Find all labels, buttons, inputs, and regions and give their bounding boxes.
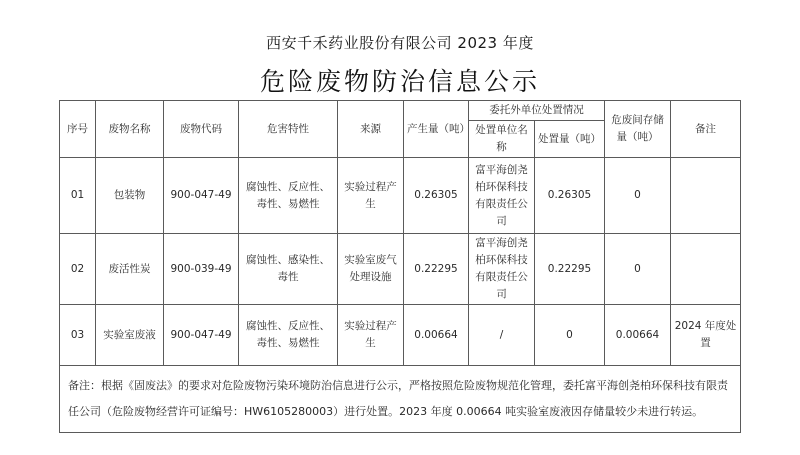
header-seq: 序号: [60, 101, 96, 158]
cell-disposal-unit: /: [469, 305, 535, 366]
cell-storage: 0: [605, 158, 671, 234]
header-hazard: 危害特性: [239, 101, 338, 158]
header-storage: 危废间存储量（吨）: [605, 101, 671, 158]
cell-waste-name: 包装物: [96, 158, 164, 234]
cell-remark: [671, 158, 741, 234]
cell-storage: 0: [605, 234, 671, 305]
header-waste-name: 废物名称: [96, 101, 164, 158]
header-entrusted-group: 委托外单位处置情况: [469, 101, 605, 121]
cell-source: 实验过程产生: [338, 158, 404, 234]
cell-hazard: 腐蚀性、感染性、毒性: [239, 234, 338, 305]
cell-disposal-amount: 0.22295: [535, 234, 605, 305]
page-title: 危险废物防治信息公示: [259, 67, 540, 96]
cell-disposal-amount: 0.26305: [535, 158, 605, 234]
note-text: 备注：根据《固废法》的要求对危险废物污染环境防治信息进行公示，严格按照危险废物规范化管理，委托富平海创尧柏环保科技有限责任公司（危险废物经营许可证编号：HW6105280003）进行处置。2023 年度 0.00664 吨实验室废液因存储量较少未进行转运。: [60, 366, 741, 433]
cell-disposal-unit: 富平海创尧柏环保科技有限责任公司: [469, 234, 535, 305]
cell-remark: 2024 年度处置: [671, 305, 741, 366]
cell-output: 0.22295: [404, 234, 469, 305]
cell-remark: [671, 234, 741, 305]
cell-disposal-amount: 0: [535, 305, 605, 366]
company-title: 西安千禾药业股份有限公司 2023 年度: [266, 34, 534, 52]
cell-source: 实验过程产生: [338, 305, 404, 366]
header-source: 来源: [338, 101, 404, 158]
cell-output: 0.26305: [404, 158, 469, 234]
header-remark: 备注: [671, 101, 741, 158]
table-header-row: [60, 101, 741, 121]
cell-hazard: 腐蚀性、反应性、毒性、易燃性: [239, 158, 338, 234]
cell-source: 实验室废气处理设施: [338, 234, 404, 305]
cell-output: 0.00664: [404, 305, 469, 366]
table-note-row: [60, 366, 741, 433]
table-row: [60, 158, 741, 234]
cell-waste-code: 900-047-49: [164, 158, 239, 234]
cell-hazard: 腐蚀性、反应性、毒性、易燃性: [239, 305, 338, 366]
hazardous-waste-table: [59, 100, 741, 433]
cell-waste-code: 900-039-49: [164, 234, 239, 305]
cell-seq: 03: [60, 305, 96, 366]
cell-waste-code: 900-047-49: [164, 305, 239, 366]
table-row: [60, 234, 741, 305]
header-waste-code: 废物代码: [164, 101, 239, 158]
header-disposal-amount: 处置量（吨）: [535, 121, 605, 158]
cell-seq: 02: [60, 234, 96, 305]
table-row: [60, 305, 741, 366]
header-disposal-unit: 处置单位名称: [469, 121, 535, 158]
cell-waste-name: 实验室废液: [96, 305, 164, 366]
header-output: 产生量（吨）: [404, 101, 469, 158]
cell-seq: 01: [60, 158, 96, 234]
cell-storage: 0.00664: [605, 305, 671, 366]
cell-disposal-unit: 富平海创尧柏环保科技有限责任公司: [469, 158, 535, 234]
cell-waste-name: 废活性炭: [96, 234, 164, 305]
